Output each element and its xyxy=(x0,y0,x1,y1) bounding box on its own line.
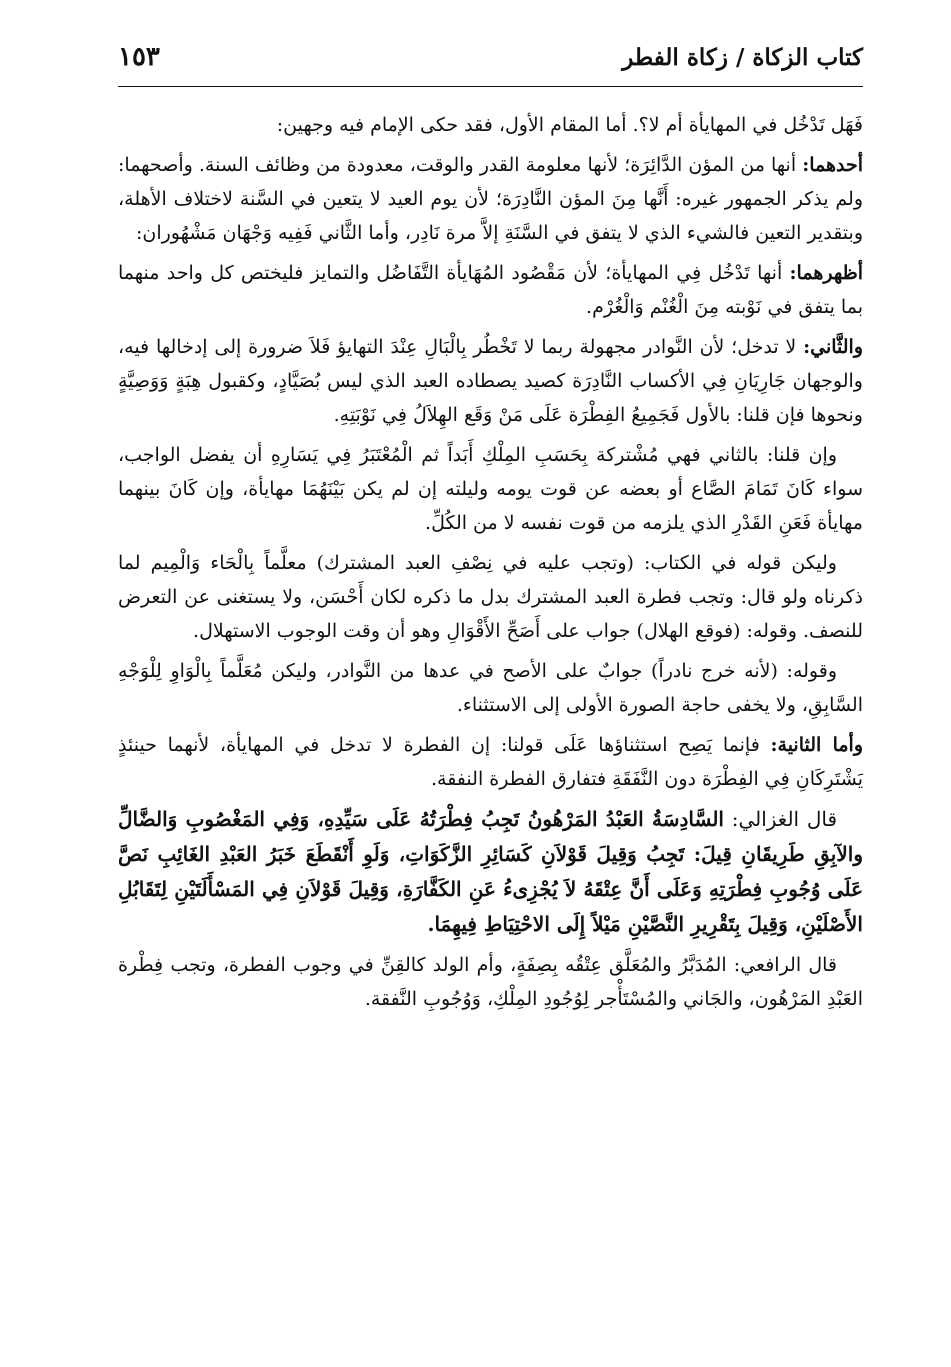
header-rule xyxy=(118,86,863,87)
paragraph-text: فَهَل تَدْخُل في المهايأة أم لا؟. أما المقام الأول، فقد حكى الإمام فيه وجهين: xyxy=(276,114,863,136)
page-number: ١٥٣ xyxy=(118,42,160,72)
paragraph-lead: أحدهما: xyxy=(802,154,863,176)
running-title: كتاب الزكاة / زكاة الفطر xyxy=(622,44,863,71)
paragraph xyxy=(118,546,863,648)
paragraph xyxy=(118,654,863,722)
paragraph-intro: قال الغزالي: xyxy=(723,807,838,831)
paragraph-text: وليكن قوله في الكتاب: (وتجب عليه في نِصْفِ العبد المشترك) معلَّماً بِالْحَاء وَالْمِيم لما ذكرناه ولو قال: وتجب فطرة العبد المشترك بدل ما ذكره لكان أَحْسَن، ولا يستغنى عن التعرض للنصف. وقوله: (فوقع الهلال) جواب على أَصَحِّ الأَقْوَالِ وهو أن وقت الوجوب الاستهلال. xyxy=(118,552,863,642)
paragraph xyxy=(118,256,863,324)
paragraph xyxy=(118,330,863,432)
page-body xyxy=(118,108,863,1022)
paragraph xyxy=(118,108,863,142)
paragraph-lead: أظهرهما: xyxy=(789,262,863,284)
paragraph-text: فإنما يَصِح استثناؤها عَلَى قولنا: إن الفطرة لا تدخل في المهايأة، لأنهما حينئذٍ يَشْتَرِكَانِ فِي الفِطْرَة دون النَّفَقَةِ فتفارق الفطرة النفقة. xyxy=(118,734,863,790)
paragraph-text: لا تدخل؛ لأن النَّوادر مجهولة ربما لا تَخْطُر بِالْبَالِ عِنْدَ التهايؤ فَلاَ ضرورة إلى إدخالها فيه، والوجهان جَارِيَانِ فِي الأكساب النَّادِرَة كصيد يصطاده العبد الذي ليس بُصَيَّادٍ، وكقبول هِبَةٍ وَوَصِيَّةٍ ونحوها فإن قلنا: بالأول فَجَمِيعُ الفِطْرَة عَلَى مَنْ وَقَع الهِلاَلُ فِي نَوْبَتِهِ. xyxy=(118,336,863,426)
paragraph-text: أنها تَدْخُل فِي المهايأة؛ لأن مَقْصُود المُهَايأة التَّفَاضُل والتمايز فليختص كل واحد منهما بما يتفق في نَوْبته مِنَ الْغُنْم وَالْغُرْم. xyxy=(118,262,863,318)
paragraph-text: السَّادِسَةُ العَبْدُ المَرْهُونُ تَجِبُ فِطْرَتُهُ عَلَى سَيِّدِهِ، وَفِي المَغْصُوبِ وَالضَّالِّ والآبِقِ طَرِيقَانِ قِيلَ: تَجِبُ وَقِيلَ قَوْلاَنِ كَسَائِرِ الزَّكَوَاتِ، وَلَوِ أَنْقَطَعَ خَبَرُ العَبْدِ الغَائِبِ نَصَّ عَلَى وُجُوبِ فِطْرَتِهِ وَعَلَى أَنَّ عِتْقَهُ لاَ يُجْزِىءُ عَنِ الكَفَّارَةِ، وَقِيلَ قَوْلاَنِ فِي المَسْأَلَتَيْنِ لِتَقَابُلِ الأَصْلَيْنِ، وَقِيلَ بِتَقْرِيرِ النَّصَّيْنِ مَيْلاً إِلَى الاحْتِيَاطِ فِيهِمَا. xyxy=(118,807,863,936)
paragraph-lead: والثَّاني: xyxy=(803,336,863,358)
paragraph xyxy=(118,438,863,540)
ghazali-matn-paragraph xyxy=(118,802,863,942)
paragraph-text: قال الرافعي: المُدَبَّرُ والمُعَلَّق عِتْقُه بِصِفَةٍ، وأم الولد كالقِنِّ في وجوب الفطرة، وتجب فِطْرة العَبْدِ المَرْهُون، والجَاني والمُسْتَأْجر لِوُجُودِ المِلْكِ، وَوُجُوبِ النَّفقة. xyxy=(118,954,863,1010)
page-header xyxy=(118,38,863,84)
paragraph xyxy=(118,948,863,1016)
paragraph-lead: وأما الثانية: xyxy=(770,734,863,756)
paragraph xyxy=(118,148,863,250)
paragraph-text: أنها من المؤن الدَّائِرَة؛ لأنها معلومة القدر والوقت، معدودة من وظائف السنة. وأصحهما: ولم يذكر الجمهور غيره: أَنَّها مِنَ المؤن النَّادِرَة؛ لأن يوم العيد لا يتعين في السَّنة لاختلاف الأهلة، وبتقدير التعين فالشيء الذي لا يتفق في السَّنَةِ إلاَّ مرة نَادِر، وأما الثَّاني فَفِيه وَجْهَان مَشْهُوران: xyxy=(118,154,863,244)
paragraph-text: وقوله: (لأنه خرج نادراً) جوابٌ على الأصح في عدها من النَّوادر، وليكن مُعَلَّماً بِالْوَاوِ لِلْوَجْهِ السَّابِقِ، ولا يخفى حاجة الصورة الأولى إلى الاستثناء. xyxy=(118,660,863,716)
paragraph-text: وإن قلنا: بالثاني فهي مُشْتركة بِحَسَبِ المِلْكِ أَبَداً ثم الْمُعْتَبَرُ فِي يَسَارِهِ أن يفضل الواجب، سواء كَانَ تَمَامَ الصَّاع أو بعضه عن قوت يومه وليلته إن لم يكن بَيْنَهُمَا مهايأة، وإن كَانَ بينهما مهايأة فَعَنِ القَدْرِ الذي يلزمه من قوت نفسه لا من الكُلِّ. xyxy=(118,444,863,534)
paragraph xyxy=(118,728,863,796)
